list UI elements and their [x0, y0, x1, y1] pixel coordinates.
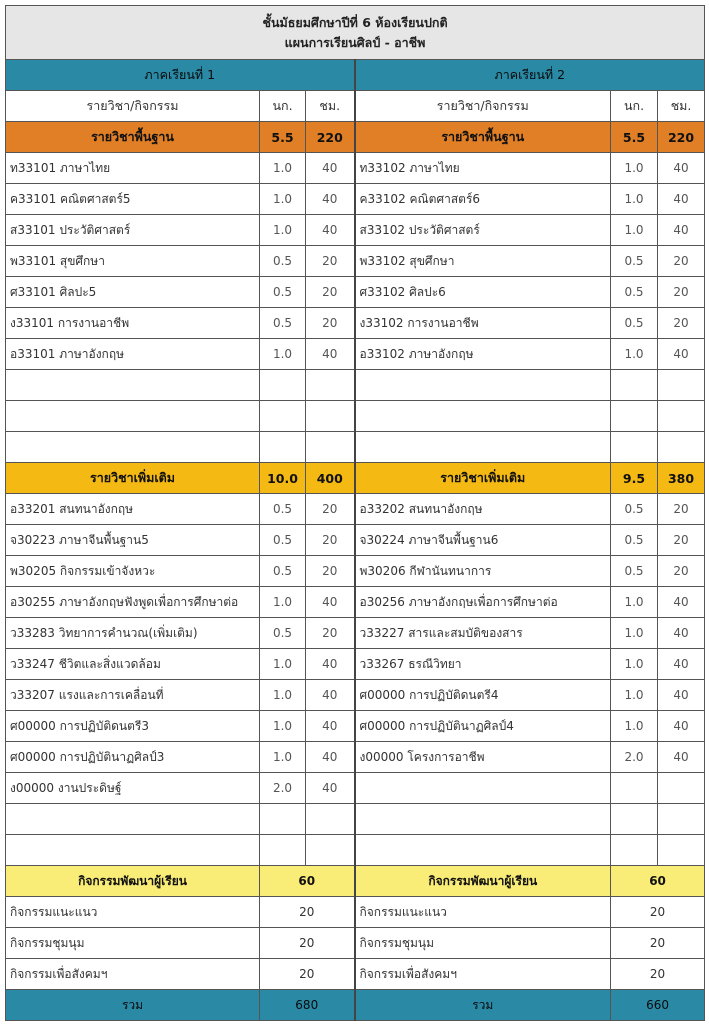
hours-cell: 40 [306, 184, 355, 215]
hours-cell: 40 [306, 215, 355, 246]
subject-cell: จ30224 ภาษาจีนพื้นฐาน6 [355, 525, 611, 556]
subject-cell [6, 804, 260, 835]
hours-cell: 40 [658, 153, 705, 184]
subject-cell: ท33102 ภาษาไทย [355, 153, 611, 184]
activity-hours-cell: 20 [611, 897, 705, 928]
credits-cell: 1.0 [611, 618, 658, 649]
hours-cell [306, 401, 355, 432]
col-hours-2: ชม. [658, 91, 705, 122]
activity-hours-2: 60 [611, 866, 705, 897]
activity-cell: กิจกรรมชุมนุม [355, 928, 611, 959]
hours-cell: 40 [658, 184, 705, 215]
hours-cell: 40 [306, 742, 355, 773]
subject-cell: พ30205 กิจกรรมเข้าจังหวะ [6, 556, 260, 587]
semester-2-header: ภาคเรียนที่ 2 [355, 60, 705, 91]
table-row [6, 494, 705, 525]
subject-cell: อ30256 ภาษาอังกฤษเพื่อการศึกษาต่อ [355, 587, 611, 618]
subject-cell: ศ33101 ศิลปะ5 [6, 277, 260, 308]
hours-cell: 40 [658, 680, 705, 711]
subject-cell: อ33202 สนทนาอังกฤษ [355, 494, 611, 525]
credits-cell: 1.0 [611, 587, 658, 618]
hours-cell: 20 [658, 277, 705, 308]
extra-credits-1: 10.0 [260, 463, 306, 494]
credits-cell: 0.5 [611, 246, 658, 277]
subject-cell: ว33207 แรงและการเคลื่อนที่ [6, 680, 260, 711]
credits-cell: 0.5 [260, 494, 306, 525]
table-row [6, 742, 705, 773]
activity-hours-cell: 20 [260, 928, 355, 959]
hours-cell [658, 835, 705, 866]
hours-cell: 40 [306, 153, 355, 184]
credits-cell: 1.0 [611, 339, 658, 370]
credits-cell [611, 401, 658, 432]
credits-cell: 1.0 [260, 680, 306, 711]
hours-cell [658, 370, 705, 401]
subject-cell: พ33102 สุขศึกษา [355, 246, 611, 277]
hours-cell: 40 [658, 742, 705, 773]
subject-cell: ง33101 การงานอาชีพ [6, 308, 260, 339]
table-title [6, 6, 705, 60]
credits-cell: 1.0 [260, 711, 306, 742]
extra-label-1: รายวิชาเพิ่มเติม [6, 463, 260, 494]
subject-cell: ว33283 วิทยาการคำนวณ(เพิ่มเติม) [6, 618, 260, 649]
credits-cell [611, 432, 658, 463]
activity-cell: กิจกรรมชุมนุม [6, 928, 260, 959]
hours-cell: 20 [658, 494, 705, 525]
hours-cell: 20 [306, 308, 355, 339]
table-row [6, 246, 705, 277]
hours-cell [658, 804, 705, 835]
extra-hours-1: 400 [306, 463, 355, 494]
hours-cell: 20 [658, 246, 705, 277]
hours-cell [658, 773, 705, 804]
table-row [6, 649, 705, 680]
credits-cell: 2.0 [611, 742, 658, 773]
hours-cell: 40 [306, 587, 355, 618]
credits-cell: 1.0 [611, 184, 658, 215]
subject-cell: อ33102 ภาษาอังกฤษ [355, 339, 611, 370]
hours-cell: 20 [306, 277, 355, 308]
title-line-2: แผนการเรียนศิลป์ - อาชีพ [284, 34, 426, 50]
credits-cell: 1.0 [260, 649, 306, 680]
table-row [6, 432, 705, 463]
hours-cell: 40 [658, 339, 705, 370]
credits-cell [611, 835, 658, 866]
subject-cell: พ33101 สุขศึกษา [6, 246, 260, 277]
credits-cell: 0.5 [611, 525, 658, 556]
title-line-1: ชั้นมัธยมศึกษาปีที่ 6 ห้องเรียนปกติ [262, 14, 448, 30]
credits-cell [611, 370, 658, 401]
hours-cell [306, 804, 355, 835]
credits-cell: 0.5 [260, 308, 306, 339]
subject-cell [6, 401, 260, 432]
credits-cell: 1.0 [611, 680, 658, 711]
activity-hours-cell: 20 [260, 897, 355, 928]
credits-cell: 0.5 [611, 308, 658, 339]
subject-cell: ท33101 ภาษาไทย [6, 153, 260, 184]
subject-cell: ส33102 ประวัติศาสตร์ [355, 215, 611, 246]
hours-cell [658, 401, 705, 432]
credits-cell: 0.5 [260, 618, 306, 649]
activity-hours-cell: 20 [611, 959, 705, 990]
table-row [6, 804, 705, 835]
subject-cell [355, 432, 611, 463]
hours-cell [306, 835, 355, 866]
subject-cell: ศ33102 ศิลปะ6 [355, 277, 611, 308]
credits-cell [260, 401, 306, 432]
activity-hours-cell: 20 [611, 928, 705, 959]
subject-cell: ง00000 โครงการอาชีพ [355, 742, 611, 773]
subject-cell: ว33267 ธรณีวิทยา [355, 649, 611, 680]
credits-cell: 0.5 [260, 277, 306, 308]
hours-cell: 40 [658, 618, 705, 649]
subject-cell: ง00000 งานประดิษฐ์ [6, 773, 260, 804]
activity-cell: กิจกรรมเพื่อสังคมฯ [355, 959, 611, 990]
table-row [6, 339, 705, 370]
credits-cell: 0.5 [260, 525, 306, 556]
total-hours-1: 680 [260, 990, 355, 1021]
subject-cell: ว33247 ชีวิตและสิ่งแวดล้อม [6, 649, 260, 680]
col-credits-2: นก. [611, 91, 658, 122]
subject-cell: ว33227 สารและสมบัติของสาร [355, 618, 611, 649]
subject-cell: ศ00000 การปฏิบัตินาฏศิลป์4 [355, 711, 611, 742]
hours-cell: 40 [306, 711, 355, 742]
credits-cell: 1.0 [611, 215, 658, 246]
credits-cell: 1.0 [260, 339, 306, 370]
credits-cell: 1.0 [260, 587, 306, 618]
basic-credits-1: 5.5 [260, 122, 306, 153]
activity-hours-cell: 20 [260, 959, 355, 990]
subject-cell [355, 773, 611, 804]
table-row [6, 587, 705, 618]
subject-cell [355, 401, 611, 432]
subject-cell: ค33102 คณิตศาสตร์6 [355, 184, 611, 215]
subject-cell: อ33101 ภาษาอังกฤษ [6, 339, 260, 370]
hours-cell: 40 [658, 711, 705, 742]
activity-label-2: กิจกรรมพัฒนาผู้เรียน [355, 866, 611, 897]
hours-cell: 20 [306, 246, 355, 277]
basic-label-1: รายวิชาพื้นฐาน [6, 122, 260, 153]
credits-cell [611, 773, 658, 804]
subject-cell: ส33101 ประวัติศาสตร์ [6, 215, 260, 246]
hours-cell: 40 [306, 773, 355, 804]
col-hours-1: ชม. [306, 91, 355, 122]
credits-cell [611, 804, 658, 835]
col-subject-2: รายวิชา/กิจกรรม [355, 91, 611, 122]
credits-cell: 1.0 [260, 742, 306, 773]
total-row [6, 990, 705, 1021]
hours-cell [306, 432, 355, 463]
table-row [6, 556, 705, 587]
hours-cell: 40 [306, 649, 355, 680]
extra-credits-2: 9.5 [611, 463, 658, 494]
total-label-2: รวม [355, 990, 611, 1021]
subject-cell [355, 804, 611, 835]
subject-cell [6, 835, 260, 866]
table-row [6, 835, 705, 866]
basic-hours-2: 220 [658, 122, 705, 153]
credits-cell [260, 432, 306, 463]
hours-cell: 20 [306, 556, 355, 587]
hours-cell: 20 [306, 618, 355, 649]
hours-cell: 40 [306, 680, 355, 711]
credits-cell: 1.0 [611, 711, 658, 742]
subject-cell [355, 835, 611, 866]
basic-label-2: รายวิชาพื้นฐาน [355, 122, 611, 153]
hours-cell: 40 [658, 215, 705, 246]
table-row [6, 215, 705, 246]
activity-header-row [6, 866, 705, 897]
hours-cell [658, 432, 705, 463]
credits-cell [260, 835, 306, 866]
table-row [6, 370, 705, 401]
table-row [6, 184, 705, 215]
extra-hours-2: 380 [658, 463, 705, 494]
subject-cell: พ30206 กีฬานันทนาการ [355, 556, 611, 587]
subject-cell: ค33101 คณิตศาสตร์5 [6, 184, 260, 215]
activity-label-1: กิจกรรมพัฒนาผู้เรียน [6, 866, 260, 897]
table-row [6, 897, 705, 928]
credits-cell: 0.5 [611, 494, 658, 525]
credits-cell [260, 804, 306, 835]
credits-cell: 0.5 [611, 277, 658, 308]
table-row [6, 308, 705, 339]
activity-cell: กิจกรรมแนะแนว [6, 897, 260, 928]
credits-cell: 0.5 [260, 556, 306, 587]
curriculum-table-wrapper [5, 5, 704, 1021]
credits-cell [260, 370, 306, 401]
credits-cell: 1.0 [260, 184, 306, 215]
col-credits-1: นก. [260, 91, 306, 122]
hours-cell [306, 370, 355, 401]
subject-cell: ศ00000 การปฏิบัติดนตรี3 [6, 711, 260, 742]
subject-cell: จ30223 ภาษาจีนพื้นฐาน5 [6, 525, 260, 556]
subject-cell: อ33201 สนทนาอังกฤษ [6, 494, 260, 525]
table-row [6, 773, 705, 804]
basic-header-row [6, 122, 705, 153]
table-row [6, 959, 705, 990]
credits-cell: 1.0 [260, 153, 306, 184]
credits-cell: 0.5 [260, 246, 306, 277]
table-row [6, 928, 705, 959]
col-subject-1: รายวิชา/กิจกรรม [6, 91, 260, 122]
total-label-1: รวม [6, 990, 260, 1021]
table-row [6, 525, 705, 556]
total-hours-2: 660 [611, 990, 705, 1021]
subject-cell: ศ00000 การปฏิบัตินาฏศิลป์3 [6, 742, 260, 773]
table-row [6, 711, 705, 742]
hours-cell: 20 [658, 525, 705, 556]
table-row [6, 618, 705, 649]
activity-hours-1: 60 [260, 866, 355, 897]
hours-cell: 40 [658, 587, 705, 618]
table-row [6, 277, 705, 308]
credits-cell: 1.0 [611, 153, 658, 184]
hours-cell: 20 [306, 494, 355, 525]
subject-cell [6, 370, 260, 401]
table-row [6, 680, 705, 711]
hours-cell: 20 [306, 525, 355, 556]
subject-cell: ง33102 การงานอาชีพ [355, 308, 611, 339]
hours-cell: 20 [658, 556, 705, 587]
extra-header-row [6, 463, 705, 494]
hours-cell: 40 [658, 649, 705, 680]
table-row [6, 153, 705, 184]
credits-cell: 1.0 [611, 649, 658, 680]
extra-label-2: รายวิชาเพิ่มเติม [355, 463, 611, 494]
basic-hours-1: 220 [306, 122, 355, 153]
hours-cell: 20 [658, 308, 705, 339]
hours-cell: 40 [306, 339, 355, 370]
activity-cell: กิจกรรมเพื่อสังคมฯ [6, 959, 260, 990]
credits-cell: 0.5 [611, 556, 658, 587]
subject-cell: อ30255 ภาษาอังกฤษฟังพูดเพื่อการศึกษาต่อ [6, 587, 260, 618]
basic-credits-2: 5.5 [611, 122, 658, 153]
activity-cell: กิจกรรมแนะแนว [355, 897, 611, 928]
semester-1-header: ภาคเรียนที่ 1 [6, 60, 355, 91]
credits-cell: 2.0 [260, 773, 306, 804]
subject-cell [355, 370, 611, 401]
curriculum-table [5, 5, 705, 1021]
table-row [6, 401, 705, 432]
credits-cell: 1.0 [260, 215, 306, 246]
subject-cell [6, 432, 260, 463]
subject-cell: ศ00000 การปฏิบัติดนตรี4 [355, 680, 611, 711]
